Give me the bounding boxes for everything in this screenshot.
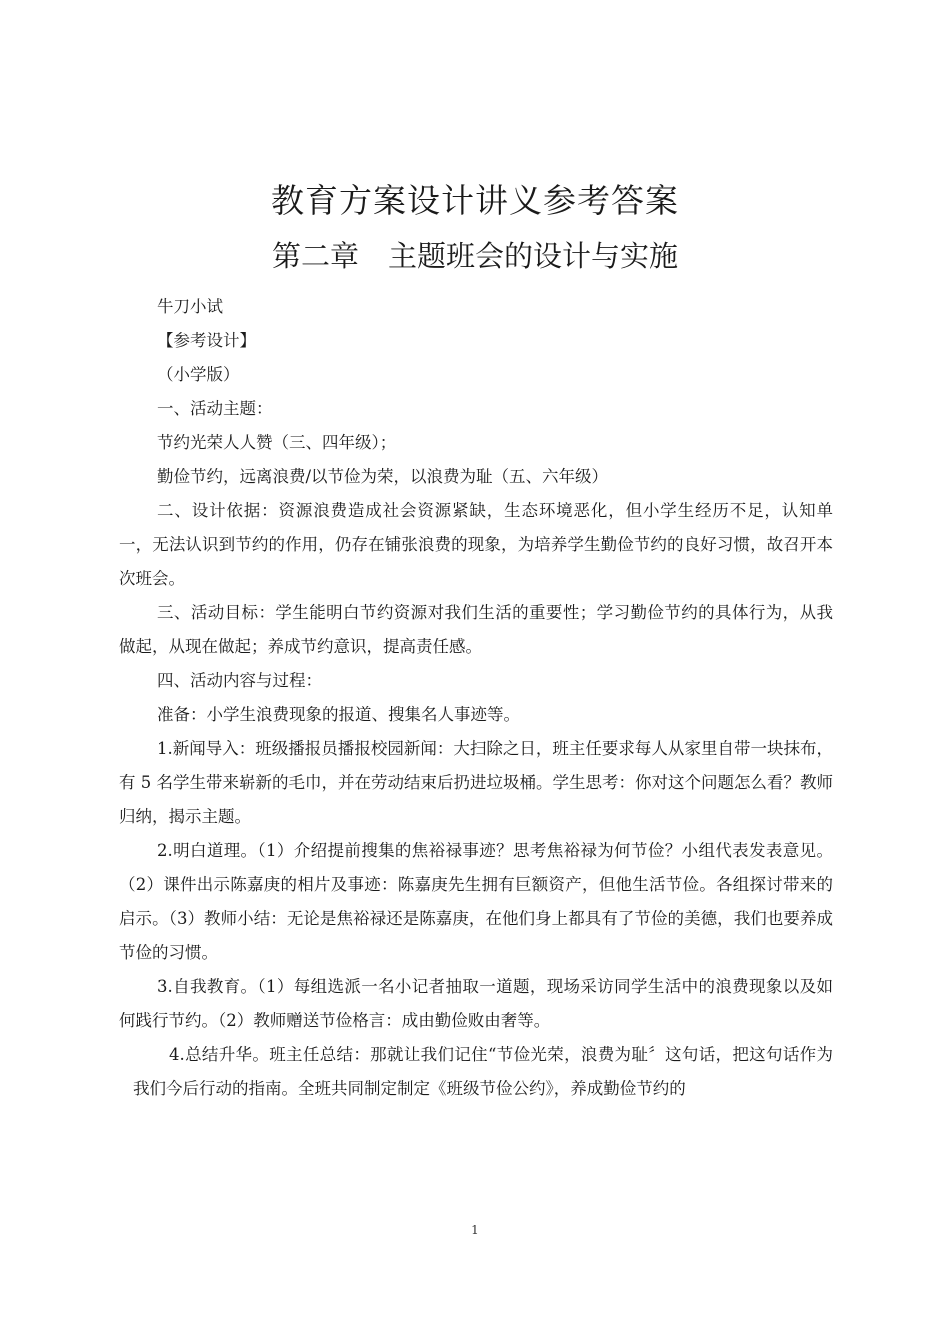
edition-label: （小学版） — [157, 365, 240, 384]
section-heading-trial: 牛刀小试 — [157, 297, 223, 316]
activity-theme-heading: 一、活动主题： — [157, 399, 273, 418]
document-title: 教育方案设计讲义参考答案 — [271, 181, 679, 220]
activity-goals-paragraph: 三、活动目标：学生能明白节约资源对我们生活的重要性；学习勤俭节约的具体行为，从我做起，从现在做起；养成节约意识，提高责任感。 — [119, 603, 833, 656]
step-1-news-intro: 1.新闻导入：班级播报员播报校园新闻：大扫除之日，班主任要求每人从家里自带一块抹布，有 5 名学生带来崭新的毛巾，并在劳动结束后扔进垃圾桶。学生思考：你对这个问题怎么看？教师归纳，揭示主题。 — [119, 739, 833, 826]
chapter-subtitle: 第二章 主题班会的设计与实施 — [271, 239, 678, 273]
step-3-self-education: 3.自我教育。（1）每组选派一名小记者抽取一道题，现场采访同学生活中的浪费现象以及如何践行节约。（2）教师赠送节俭格言：成由勤俭败由奢等。 — [119, 977, 833, 1030]
step-2-understanding: 2.明白道理。（1）介绍提前搜集的焦裕禄事迹？思考焦裕禄为何节俭？小组代表发表意见。（2）课件出示陈嘉庚的相片及事迹：陈嘉庚先生拥有巨额资产，但他生活节俭。各组探讨带来的启示。（3）教师小结：无论是焦裕禄还是陈嘉庚，在他们身上都具有了节俭的美德，我们也要养成节俭的习惯。 — [119, 841, 833, 962]
theme-grade-3-4: 节约光荣人人赞（三、四年级）； — [157, 433, 397, 452]
page-number: 1 — [471, 1223, 479, 1237]
theme-grade-5-6: 勤俭节约，远离浪费/以节俭为荣，以浪费为耻（五、六年级） — [157, 467, 609, 486]
reference-design-label: 【参考设计】 — [157, 331, 256, 350]
document-body — [119, 290, 833, 1106]
design-basis-paragraph: 二、设计依据：资源浪费造成社会资源紧缺，生态环境恶化，但小学生经历不足，认知单一，无法认识到节约的作用，仍存在铺张浪费的现象，为培养学生勤俭节约的良好习惯，故召开本次班会。 — [119, 501, 833, 588]
step-4-summary: 4.总结升华。班主任总结：那就让我们记住“节俭光荣，浪费为耻〞这句话，把这句话作为我们今后行动的指南。全班共同制定制定《班级节俭公约》，养成勤俭节约的 — [133, 1045, 833, 1098]
activity-process-heading: 四、活动内容与过程： — [157, 671, 322, 690]
preparation-paragraph: 准备：小学生浪费现象的报道、搜集名人事迹等。 — [157, 705, 520, 724]
